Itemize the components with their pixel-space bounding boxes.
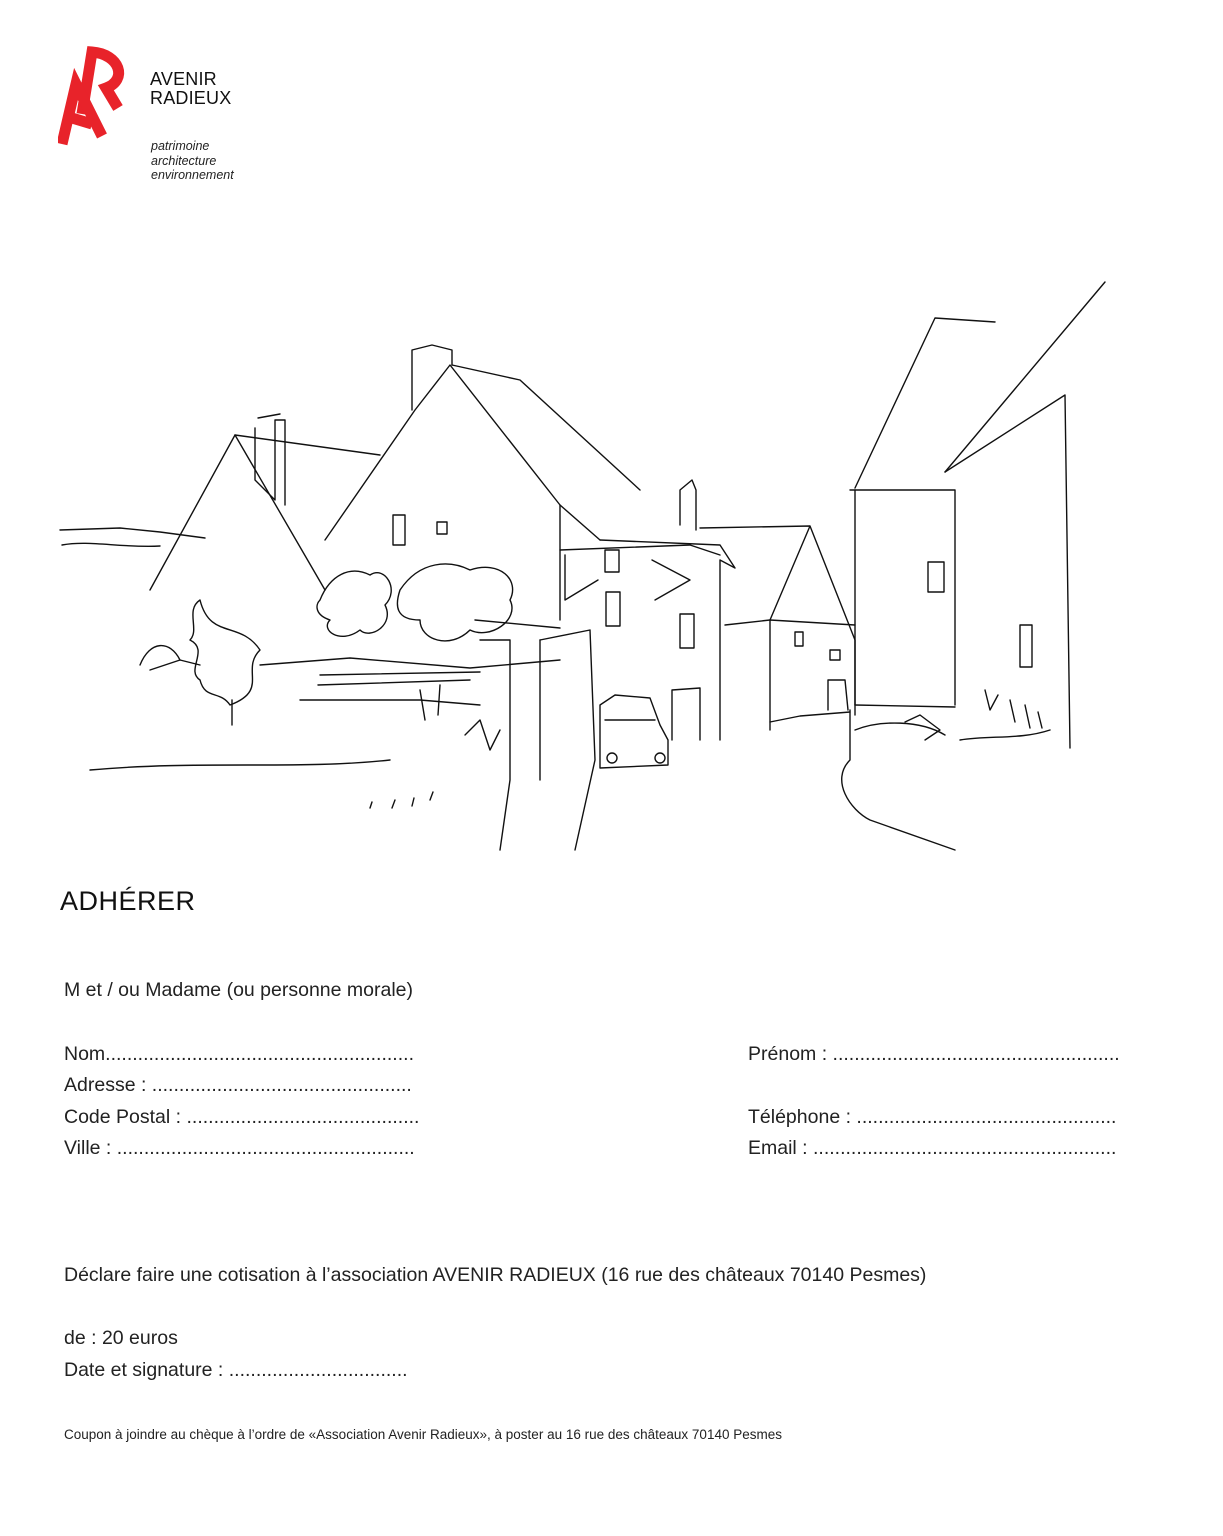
brand-tagline: [151, 139, 234, 183]
address-field[interactable]: Adresse : ................................................: [64, 1074, 412, 1096]
tagline-line: patrimoine: [151, 139, 210, 153]
tagline-line: environnement: [151, 168, 234, 182]
declaration-text: Déclare faire une cotisation à l’association AVENIR RADIEUX (16 rue des châteaux 70140 Pesmes): [64, 1264, 927, 1286]
first-name-field[interactable]: Prénom : .....................................................: [748, 1043, 1120, 1065]
brand-name: [150, 70, 231, 108]
brand-line-1: AVENIR: [150, 69, 217, 89]
tagline-line: architecture: [151, 153, 217, 168]
signature-field[interactable]: Date et signature : .................................: [64, 1359, 408, 1381]
page-title: ADHÉRER: [60, 886, 196, 916]
form-intro: M et / ou Madame (ou personne morale): [64, 979, 414, 1001]
village-houses-sketch-icon: [55, 275, 1140, 855]
avenir-radieux-logo-icon: [58, 44, 130, 152]
brand-line-2: RADIEUX: [150, 88, 232, 108]
phone-field[interactable]: Téléphone : ................................................: [748, 1106, 1117, 1128]
email-field[interactable]: Email : ........................................................: [748, 1137, 1117, 1159]
name-field[interactable]: Nom.........................................................: [64, 1043, 414, 1065]
postal-code-field[interactable]: Code Postal : ...........................................: [64, 1106, 420, 1128]
amount-text: de : 20 euros: [64, 1327, 178, 1349]
city-field[interactable]: Ville : .......................................................: [64, 1137, 415, 1159]
footer-note: Coupon à joindre au chèque à l’ordre de «Association Avenir Radieux», à poster au 16 rue des châteaux 70140 Pesmes: [64, 1427, 782, 1442]
